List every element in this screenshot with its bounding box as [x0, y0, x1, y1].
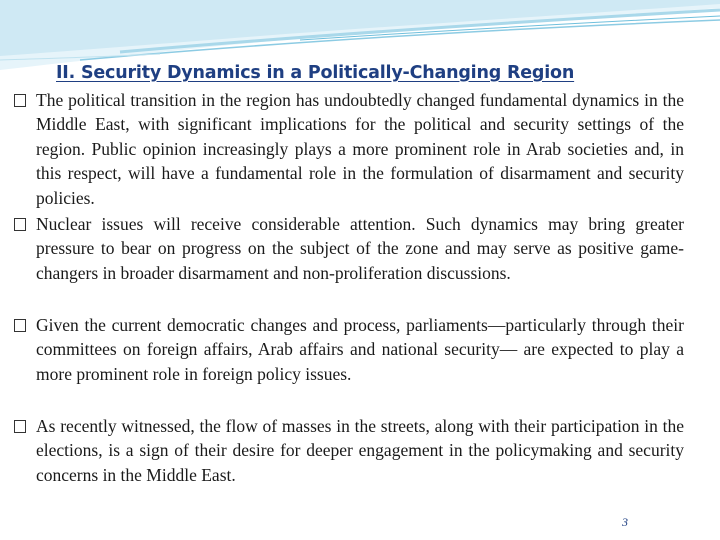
bullet-item — [14, 313, 684, 386]
bullet-text: The political transition in the region has undoubtedly changed fundamental dynamics in the Middle East, with significant implications for the political and security settings of the region. Public opinion increasingly plays a more prominent role in Arab societies and, in this respect, will have a fundamental role in the formulation of disarmament and security policies. — [36, 90, 684, 208]
page-number: 3 — [622, 515, 628, 529]
bullet-item — [14, 212, 684, 285]
hollow-square-icon — [14, 420, 26, 433]
bullet-item — [14, 88, 684, 210]
bullet-text: As recently witnessed, the flow of masses in the streets, along with their participation in the elections, is a sign of their desire for deeper engagement in the policymaking and security concerns in the Middle East. — [36, 416, 684, 485]
hollow-square-icon — [14, 218, 26, 231]
hollow-square-icon — [14, 94, 26, 107]
hollow-square-icon — [14, 319, 26, 332]
slide-title: II. Security Dynamics in a Politically-Changing Region — [56, 63, 575, 83]
bullet-item — [14, 414, 684, 487]
bullet-text: Nuclear issues will receive considerable attention. Such dynamics may bring greater pressure to bear on progress on the subject of the zone and may serve as positive game-changers in broader disarmament and non-proliferation discussions. — [36, 214, 684, 283]
bullet-text: Given the current democratic changes and process, parliaments—particularly through their committees on foreign affairs, Arab affairs and national security— are expected to play a more prominent role in foreign policy issues. — [36, 315, 684, 384]
